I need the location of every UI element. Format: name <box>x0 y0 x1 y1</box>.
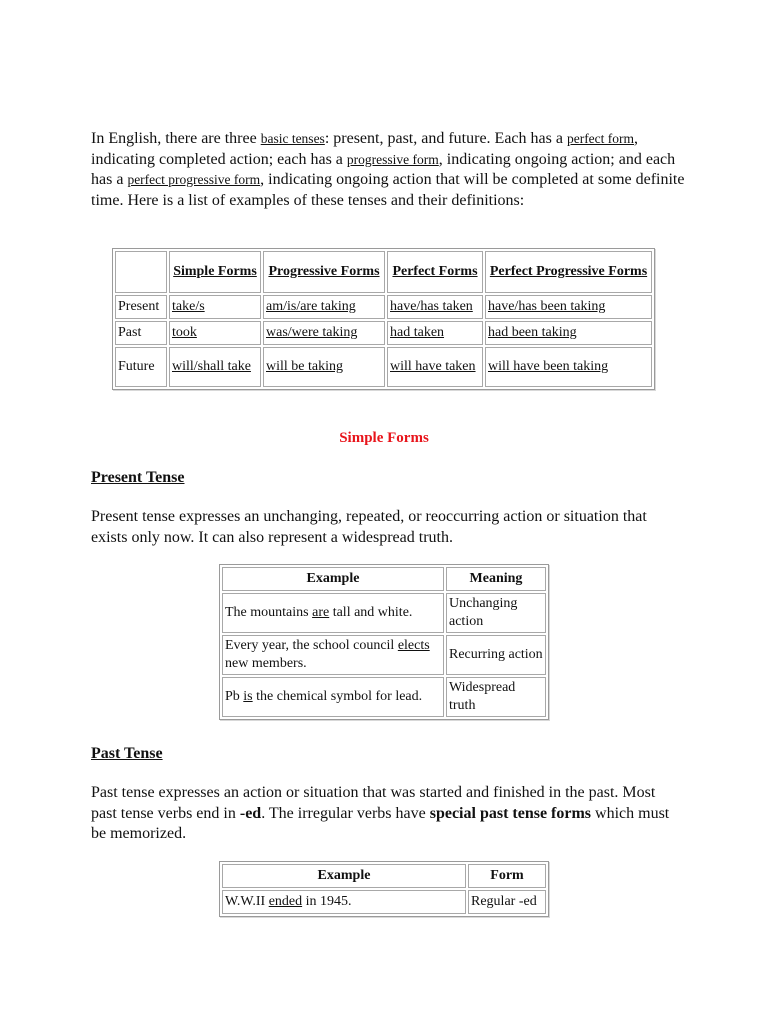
example-text: in 1945. <box>302 894 352 909</box>
ed-suffix: -ed <box>239 804 262 822</box>
table-row <box>222 890 546 914</box>
intro-text-2: : present, past, and future. Each has a <box>324 130 567 147</box>
past-text-2: . The irregular verbs have <box>261 804 430 822</box>
cell-present-perfect[interactable]: have/has taken <box>387 295 483 319</box>
perfect-progressive-form-link[interactable]: perfect progressive form <box>127 172 261 187</box>
past-tense-heading: Past Tense <box>91 745 163 762</box>
tenses-table <box>112 248 655 390</box>
past-examples-table <box>219 861 549 917</box>
intro-text-1: In English, there are three <box>91 130 261 147</box>
example-cell <box>222 593 444 633</box>
header-perfect-forms-label[interactable]: Perfect Forms <box>392 264 478 279</box>
empty-corner-cell <box>115 251 167 293</box>
example-text: the chemical symbol for lead. <box>252 689 423 704</box>
header-progressive-forms[interactable] <box>263 251 385 293</box>
perfect-form-link[interactable]: perfect form <box>566 131 635 146</box>
past-text-1: Past tense expresses an action or situation that was started and finished in the past. Most past tense verbs end in <box>91 784 656 822</box>
verb-elects: elects <box>397 638 430 653</box>
example-text: new members. <box>225 656 307 671</box>
verb-ended: ended <box>268 894 303 909</box>
table-row <box>115 295 652 319</box>
cell-past-simple[interactable]: took <box>169 321 261 345</box>
present-examples-table <box>219 564 549 720</box>
intro-text-3: , indicating completed action; each has a <box>91 130 639 168</box>
example-text: Every year, the school council <box>225 638 398 653</box>
table-row <box>115 347 652 387</box>
header-perfect-progressive-forms[interactable] <box>485 251 652 293</box>
example-cell <box>222 677 444 717</box>
section-title-simple-forms: Simple Forms <box>339 430 429 446</box>
example-cell <box>222 635 444 675</box>
basic-tenses-link[interactable]: basic tenses <box>260 131 325 146</box>
present-tense-paragraph: Present tense expresses an unchanging, repeated, or reoccurring action or situation that exists only now. It can also represent a widespread truth. <box>91 508 647 546</box>
header-meaning: Meaning <box>446 567 546 591</box>
table-row <box>115 321 652 345</box>
past-header-row <box>222 864 546 888</box>
intro-paragraph <box>91 129 691 211</box>
header-example: Example <box>222 864 466 888</box>
cell-past-progressive[interactable]: was/were taking <box>263 321 385 345</box>
cell-future-simple[interactable]: will/shall take <box>169 347 261 387</box>
cell-future-progressive[interactable]: will be taking <box>263 347 385 387</box>
row-label-future: Future <box>115 347 167 387</box>
cell-past-perfect[interactable]: had taken <box>387 321 483 345</box>
row-label-past: Past <box>115 321 167 345</box>
meaning-cell: Unchanging action <box>446 593 546 633</box>
header-simple-forms[interactable] <box>169 251 261 293</box>
header-perfect-forms[interactable] <box>387 251 483 293</box>
table-row <box>222 677 546 717</box>
header-form: Form <box>468 864 546 888</box>
cell-future-perfect-progressive[interactable]: will have been taking <box>485 347 652 387</box>
past-tense-paragraph <box>91 783 671 845</box>
example-text: Pb <box>225 689 244 704</box>
verb-is: is <box>243 689 253 704</box>
cell-past-perfect-progressive[interactable]: had been taking <box>485 321 652 345</box>
intro-text-5: , indicating ongoing action that will be completed at some definite time. Here is a list of examples of these tenses and their definitions: <box>91 171 685 209</box>
special-past-forms: special past tense forms <box>429 804 592 822</box>
example-cell <box>222 890 466 914</box>
cell-future-perfect[interactable]: will have taken <box>387 347 483 387</box>
example-text: tall and white. <box>329 605 413 620</box>
meaning-cell: Widespread truth <box>446 677 546 717</box>
tenses-header-row <box>115 251 652 293</box>
cell-present-progressive[interactable]: am/is/are taking <box>263 295 385 319</box>
example-text: W.W.II <box>225 894 269 909</box>
example-text: The mountains <box>225 605 313 620</box>
header-perfect-progressive-forms-label[interactable]: Perfect Progressive Forms <box>489 264 648 279</box>
header-example: Example <box>222 567 444 591</box>
form-cell: Regular -ed <box>468 890 546 914</box>
present-header-row <box>222 567 546 591</box>
table-row <box>222 593 546 633</box>
cell-present-simple[interactable]: take/s <box>169 295 261 319</box>
verb-are: are <box>312 605 330 620</box>
header-progressive-forms-label[interactable]: Progressive Forms <box>268 264 380 279</box>
header-simple-forms-label[interactable]: Simple Forms <box>173 264 257 279</box>
table-row <box>222 635 546 675</box>
meaning-cell: Recurring action <box>446 635 546 675</box>
progressive-form-link[interactable]: progressive form <box>346 151 439 167</box>
cell-present-perfect-progressive[interactable]: have/has been taking <box>485 295 652 319</box>
present-tense-heading: Present Tense <box>91 469 185 486</box>
row-label-present: Present <box>115 295 167 319</box>
intro-text-4: , indicating ongoing action; and each has a <box>91 150 676 188</box>
past-text-3: which must be memorized. <box>91 804 670 842</box>
